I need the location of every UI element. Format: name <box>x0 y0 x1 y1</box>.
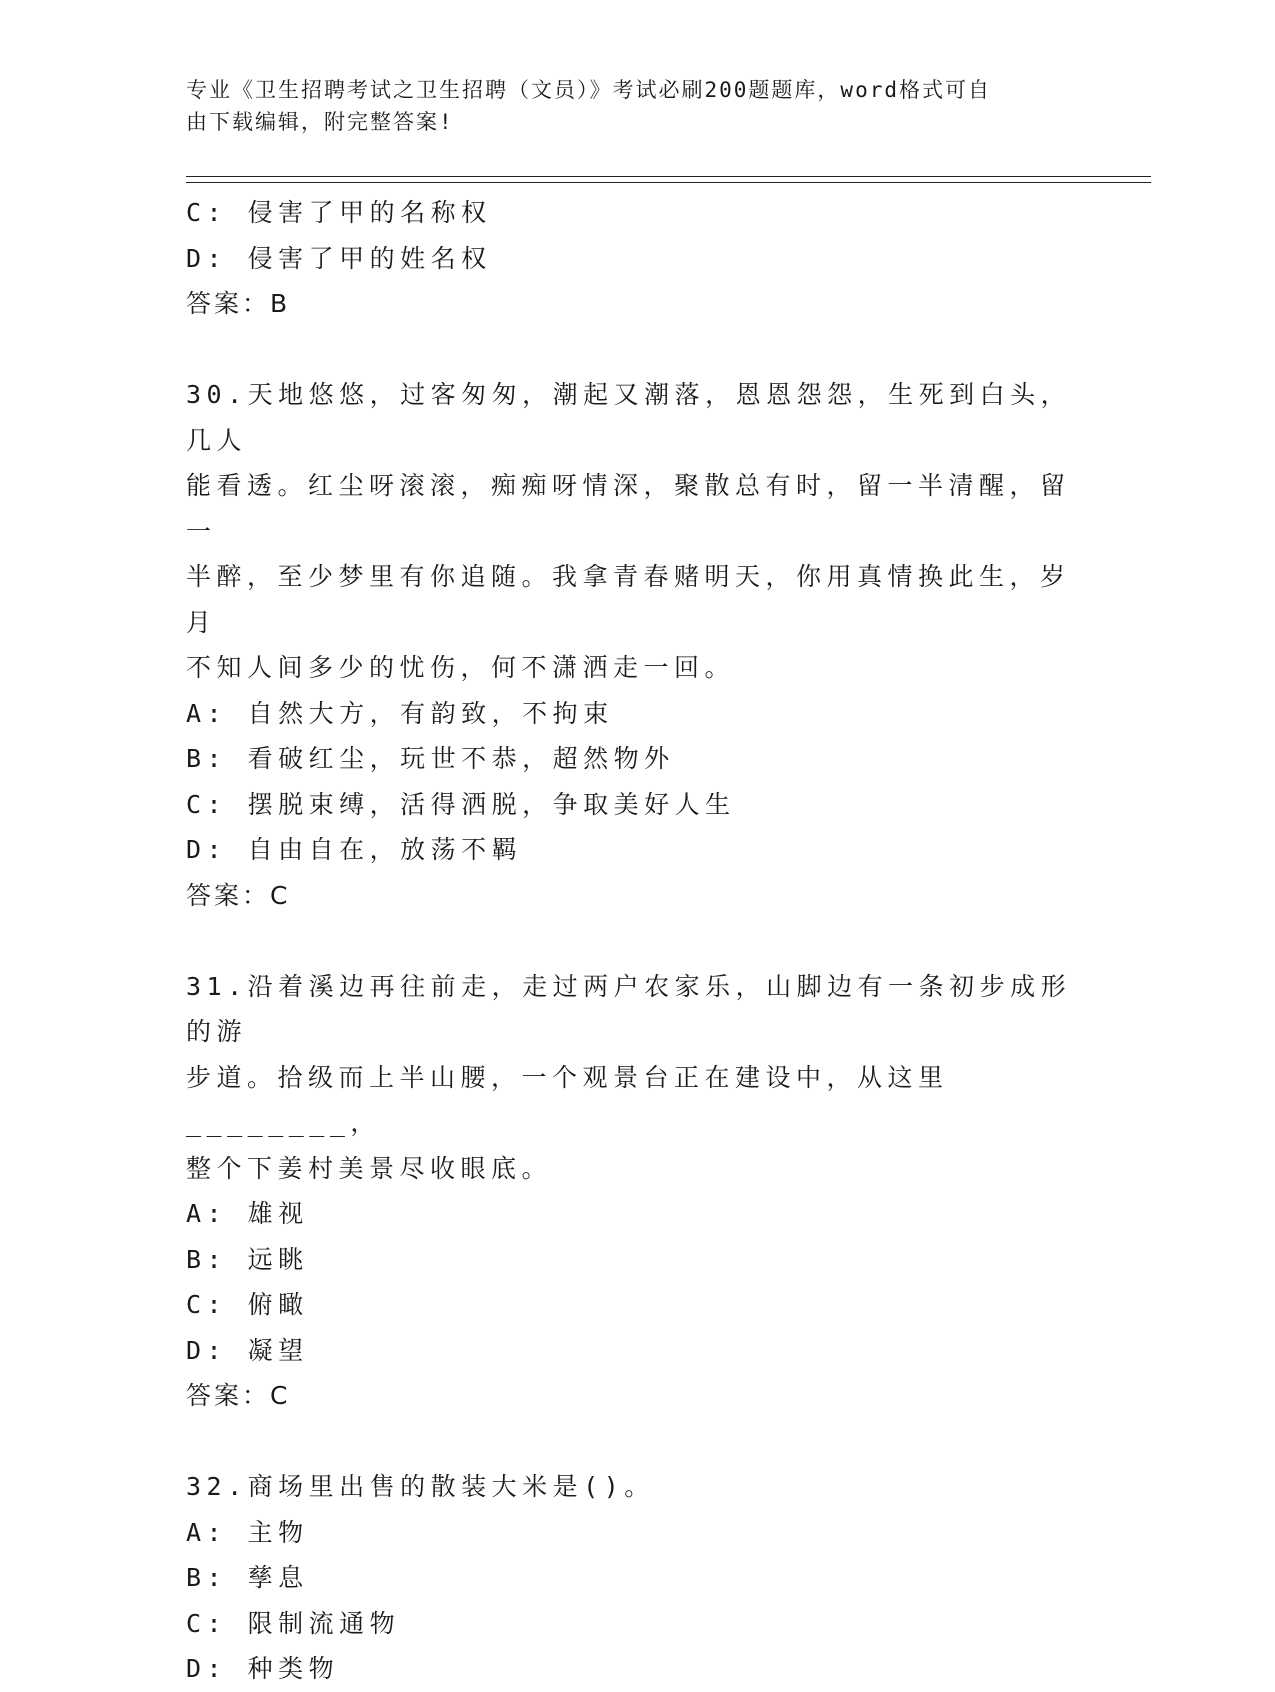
option-c: C: 限制流通物 <box>186 1608 401 1638</box>
option-a: A: 雄视 <box>186 1199 309 1228</box>
question-32 <box>186 1464 1086 1692</box>
option-d: D: 自由自在，放荡不羁 <box>186 835 523 864</box>
question-stem-line: 能看透。红尘呀滚滚，痴痴呀情深，聚散总有时，留一半清醒，留一 <box>186 471 1071 546</box>
question-list <box>186 190 1086 1692</box>
option-c: C: 侵害了甲的名称权 <box>186 198 492 227</box>
question-stem-line: 不知人间多少的忧伤，何不潇洒走一回。 <box>186 653 736 682</box>
header-line-2: 由下载编辑，附完整答案! <box>186 110 454 134</box>
header-divider <box>186 176 1151 183</box>
option-d: D: 侵害了甲的姓名权 <box>186 243 492 273</box>
option-b: B: 看破红尘，玩世不恭，超然物外 <box>186 744 675 773</box>
answer-line: 答案：C <box>186 1381 291 1410</box>
answer-line: 答案：C <box>186 880 291 910</box>
question-29-tail <box>186 190 1086 327</box>
question-31 <box>186 964 1086 1419</box>
question-stem-line: 半醉，至少梦里有你追随。我拿青春赌明天，你用真情换此生，岁月 <box>186 562 1071 637</box>
spacer <box>186 1419 1086 1465</box>
question-stem-line: 30.天地悠悠，过客匆匆，潮起又潮落，恩恩怨怨，生死到白头，几人 <box>186 380 1072 455</box>
option-a: A: 主物 <box>186 1517 309 1547</box>
question-stem-line: 步道。拾级而上半山腰，一个观景台正在建设中，从这里________， <box>186 1062 949 1137</box>
option-b: B: 孳息 <box>186 1563 309 1592</box>
question-stem-line: 整个下姜村美景尽收眼底。 <box>186 1153 553 1183</box>
option-a: A: 自然大方，有韵致，不拘束 <box>186 698 614 728</box>
answer-line: 答案：B <box>186 289 291 318</box>
question-stem-line: 31.沿着溪边再往前走，走过两户农家乐，山脚边有一条初步成形的游 <box>186 971 1072 1046</box>
header-line-1: 专业《卫生招聘考试之卫生招聘（文员）》考试必刷200题题库，word格式可自 <box>186 78 991 102</box>
question-30 <box>186 372 1086 918</box>
option-d: D: 种类物 <box>186 1654 340 1683</box>
option-d: D: 凝望 <box>186 1335 309 1365</box>
question-stem-line: 32.商场里出售的散装大米是()。 <box>186 1472 655 1501</box>
spacer <box>186 918 1086 964</box>
option-c: C: 摆脱束缚，活得洒脱，争取美好人生 <box>186 789 736 819</box>
option-b: B: 远眺 <box>186 1244 309 1274</box>
spacer <box>186 327 1086 373</box>
document-header <box>186 74 1086 138</box>
option-c: C: 俯瞰 <box>186 1290 309 1319</box>
